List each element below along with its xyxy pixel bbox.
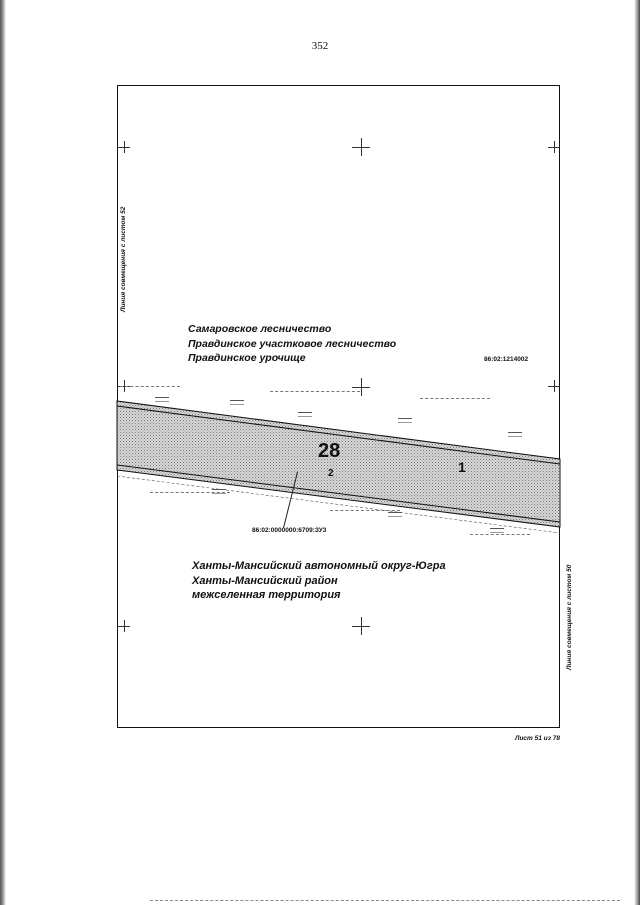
grid-cross xyxy=(118,620,130,632)
map-mark xyxy=(388,512,402,517)
grid-cross xyxy=(548,141,560,153)
strip-fill xyxy=(117,401,560,527)
subplot-number-1: 1 xyxy=(458,459,466,475)
map-mark xyxy=(155,397,169,402)
map-mark xyxy=(230,400,244,405)
match-line-label-left: Линия совмещения с листом 52 xyxy=(120,206,127,312)
map-mark xyxy=(398,418,412,423)
district-name: Ханты-Мансийский район xyxy=(192,574,338,587)
map-mark xyxy=(298,412,312,417)
page-number: 352 xyxy=(311,40,329,52)
cadastral-number-road: 86:02:0000000:6709:ЗУ3 xyxy=(252,527,327,534)
region-name: Ханты-Мансийский автономный округ-Югра xyxy=(192,560,446,572)
tract-name: Правдинское урочище xyxy=(188,352,306,364)
map-mark xyxy=(420,398,490,400)
grid-cross xyxy=(352,378,370,396)
cadastral-number-top: 86:02:1214002 xyxy=(484,356,529,363)
grid-cross xyxy=(548,380,560,392)
map-mark xyxy=(212,489,226,494)
forestry-name: Самаровское лесничество xyxy=(188,323,332,335)
map-mark xyxy=(490,528,504,533)
match-line-label-right: Линия совмещения с листом 50 xyxy=(566,564,573,670)
grid-cross xyxy=(352,138,370,156)
region-caption xyxy=(192,559,446,603)
forestry-caption xyxy=(188,322,396,366)
grid-cross xyxy=(352,617,370,635)
map-mark xyxy=(470,534,530,536)
map-mark xyxy=(270,391,360,393)
territory-name: межселенная территория xyxy=(192,589,341,601)
subplot-number-2: 2 xyxy=(328,468,334,479)
grid-cross xyxy=(118,141,130,153)
district-forestry-name: Правдинское участковое лесничество xyxy=(188,337,397,350)
map-mark xyxy=(120,386,180,388)
map-mark xyxy=(508,432,522,437)
block-number: 28 xyxy=(318,440,341,462)
sheet-number: Лист 51 из 78 xyxy=(515,735,560,742)
